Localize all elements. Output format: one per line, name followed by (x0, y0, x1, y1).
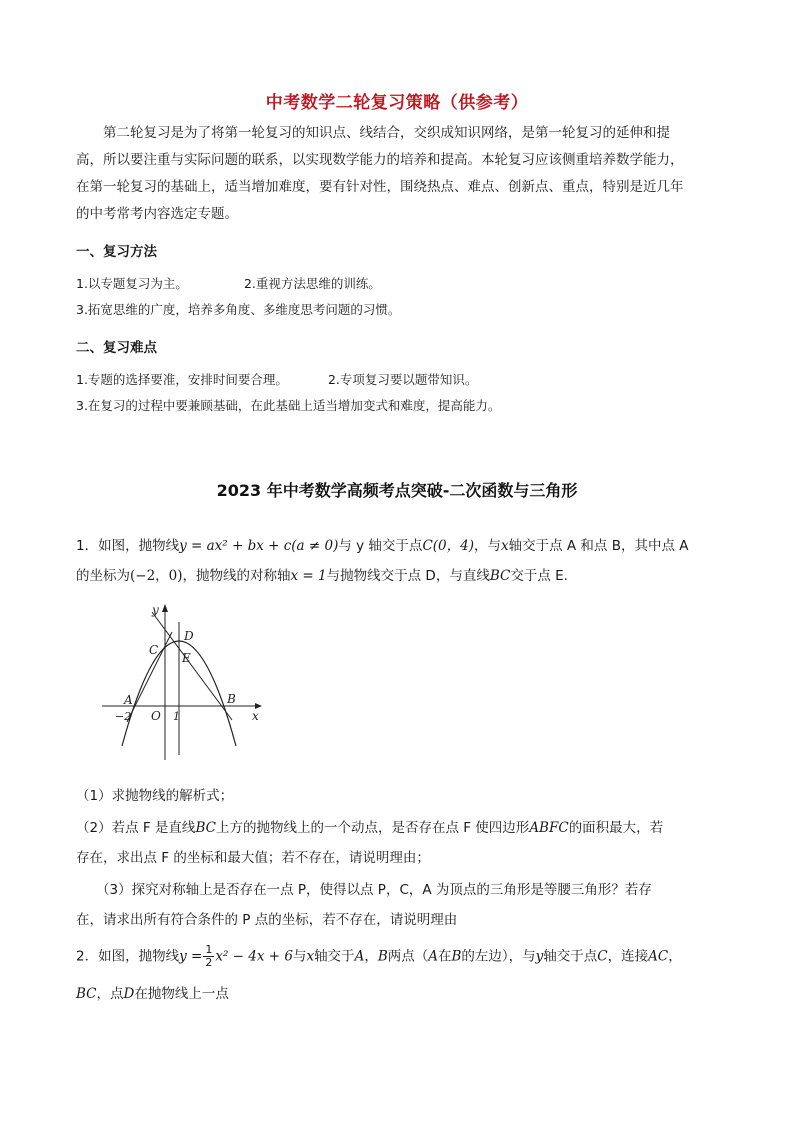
q2-text: 轴交于点 (543, 948, 598, 965)
q2-text: 的左边），与 (461, 948, 536, 965)
section-heading-methods: 一、复习方法 (76, 244, 157, 260)
q1-text: 的面积最大，若 (568, 820, 664, 836)
intro-paragraph (76, 120, 716, 228)
intro-line-2: 高，所以要注重与实际问题的联系，以实现数学能力的培养和提高。本轮复习应该侧重培养数学能力， (76, 152, 684, 168)
label-e: E (182, 651, 191, 665)
q2-point-d: D (123, 986, 135, 1002)
difficulties-item-3: 3.在复习的过程中要兼顾基础，在此基础上适当增加变式和难度，提高能力。 (76, 398, 501, 413)
q2-point-c: C (597, 948, 608, 965)
label-minus-2: −2 (115, 710, 132, 723)
section-heading-difficulties: 二、复习难点 (76, 340, 157, 356)
q2-text: 与 (292, 948, 307, 965)
label-one: 1 (173, 710, 180, 723)
label-x: x (252, 709, 259, 723)
q2-fraction (203, 944, 214, 969)
difficulties-item-2: 2.专项复习要以题带知识。 (327, 372, 478, 387)
q1-text: 的坐标为 (76, 568, 130, 584)
q1-parabola-figure (100, 600, 270, 770)
q2-point-a: A (354, 948, 365, 965)
label-d: D (184, 629, 194, 643)
methods-item-2: 2.重视方法思维的训练。 (243, 276, 381, 291)
q2-point-b: B (451, 948, 462, 965)
q1-part-3-line-2: 在，请求出所有符合条件的 P 点的坐标，若不存在，请说明理由 (76, 912, 458, 928)
q1-text: （2）若点 F 是直线 (76, 820, 196, 836)
intro-line-3: 在第一轮复习的基础上，适当增加难度，要有针对性，围绕热点、难点、创新点、重点，特别是近几年 (76, 179, 684, 195)
q2-text: 两点（ (387, 948, 429, 965)
q1-var-x: x (500, 538, 509, 554)
exam-title: 2023 年中考数学高频考点突破-二次函数与三角形 (216, 481, 578, 500)
q1-line-2 (76, 564, 568, 584)
q1-quadrilateral: ABFC (529, 820, 569, 836)
q1-line-bc: BC (195, 820, 216, 836)
q2-text: 在 (437, 948, 452, 965)
label-b: B (227, 692, 236, 706)
q2-text: ， (668, 948, 682, 965)
intro-line-1: 第二轮复习是为了将第一轮复习的知识点、线结合，交织成知识网络，是第一轮复习的延伸和提 (103, 125, 670, 141)
label-o: O (151, 709, 161, 723)
q2-text: ， (364, 948, 378, 965)
q2-text: 2．如图，抛物线 (76, 948, 180, 965)
label-c: C (149, 643, 159, 657)
q1-part-3-line-1: （3）探究对称轴上是否存在一点 P，使得以点 P，C，A 为顶点的三角形是等腰三角形？若存 (96, 882, 652, 898)
difficulties-item-1: 1.专题的选择要准，安排时间要合理。 (76, 372, 288, 387)
methods-item-1: 1.以专题复习为主。 (76, 276, 188, 291)
q1-text: 轴交于点 A 和点 B，其中点 A (508, 538, 689, 554)
q2-text: ，点 (96, 986, 124, 1002)
q1-axis-of-symmetry: x = 1 (290, 568, 327, 584)
intro-line-4: 的中考常考内容选定专题。 (76, 206, 238, 222)
methods-item-3: 3.拓宽思维的广度，培养多角度、多维度思考问题的习惯。 (76, 302, 401, 317)
q1-part-2-line-2: 存在，求出点 F 的坐标和最大值；若不存在，请说明理由； (76, 850, 430, 866)
strategy-title: 中考数学二轮复习策略（供参考） (265, 93, 529, 113)
q1-line-1 (76, 534, 689, 554)
q2-var-y: y (535, 948, 544, 965)
q2-formula: x² − 4x + 6 (215, 948, 293, 965)
q1-text: 1．如图，抛物线 (76, 538, 180, 554)
fraction-denominator: 2 (205, 956, 213, 969)
q1-text: 与 y 轴交于点 (338, 538, 423, 554)
q1-parabola-formula: y = ax² + bx + c(a ≠ 0) (179, 538, 339, 554)
q1-part-2-line-1 (76, 816, 663, 836)
q2-point-b: B (377, 948, 388, 965)
label-a: A (124, 693, 133, 707)
q2-segment-ac: AC (648, 948, 669, 965)
label-y: y (152, 603, 159, 617)
q2-var-x: x (306, 948, 315, 965)
q1-point-c: C(0，4) (422, 538, 474, 554)
difficulties-line-1 (76, 370, 477, 388)
fraction-numerator: 1 (205, 943, 213, 956)
q1-text: 上方的抛物线上的一个动点，是否存在点 F 使四边形 (215, 820, 530, 836)
q2-line-1 (76, 944, 682, 969)
y-axis-arrow-icon (162, 604, 168, 612)
q2-var-y: y = (179, 948, 203, 965)
q2-point-a: A (428, 948, 438, 965)
q1-point-a: (−2，0) (130, 568, 183, 584)
q2-segment-bc: BC (76, 986, 97, 1002)
q2-text: 在抛物线上一点 (134, 986, 229, 1002)
q2-text: ，连接 (607, 948, 649, 965)
q1-text: ，抛物线的对称轴 (182, 568, 291, 584)
q1-part-1: （1）求抛物线的解析式； (76, 788, 234, 804)
q1-text: ，与 (473, 538, 501, 554)
q1-text: 交于点 E. (510, 568, 568, 584)
q2-text: 轴交于 (314, 948, 355, 965)
methods-line-1 (76, 274, 381, 292)
q1-line-bc: BC (489, 568, 511, 584)
q1-text: 与抛物线交于点 D，与直线 (326, 568, 490, 584)
q2-line-2 (76, 982, 229, 1002)
